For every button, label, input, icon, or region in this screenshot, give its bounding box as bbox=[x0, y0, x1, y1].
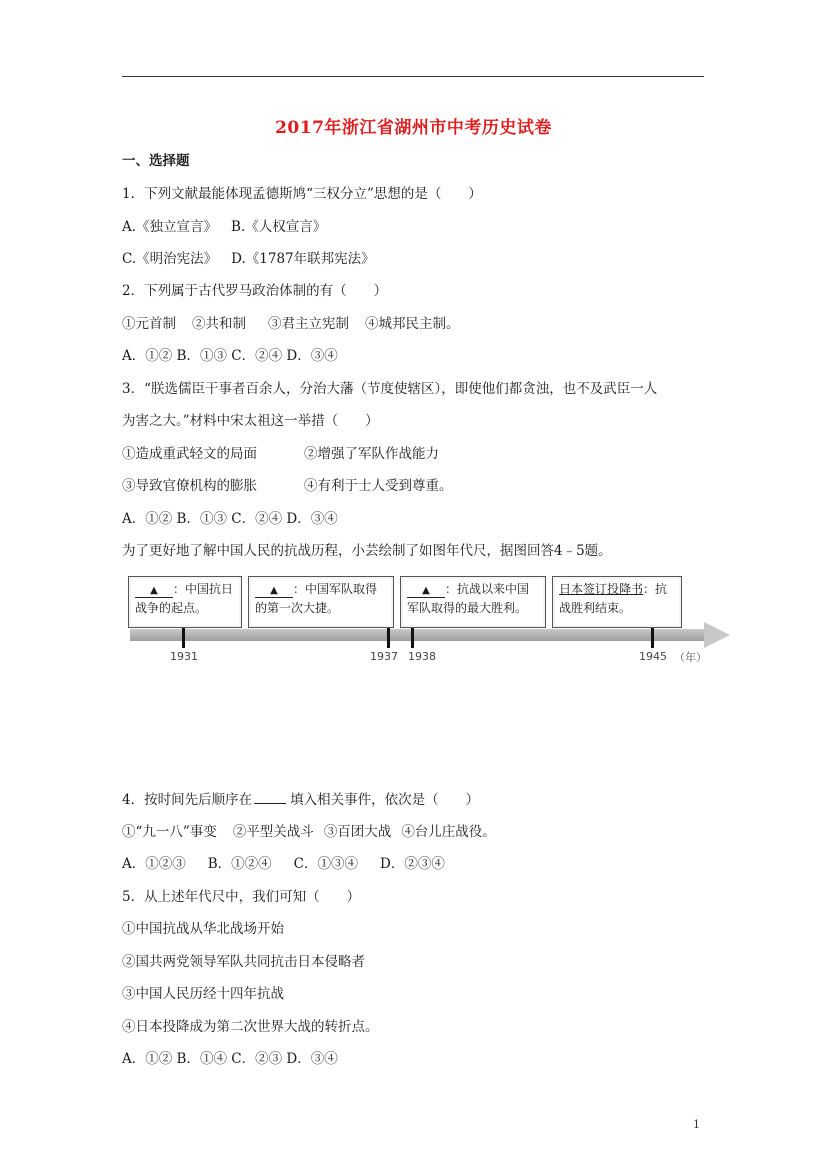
item-1: ①“九一八”事变 bbox=[122, 824, 217, 840]
option-d: D.《1787年联邦宪法》 bbox=[231, 251, 375, 267]
timeline-box-2-text: ：中国军队取得的第一次大捷。 bbox=[255, 582, 378, 615]
year-label: 1945 bbox=[639, 650, 667, 663]
item-1: ①造成重武轻文的局面 bbox=[122, 446, 257, 462]
item-4: ④城邦民主制。 bbox=[365, 316, 460, 332]
timeline-box-3-text: ：抗战以来中国军队取得的最大胜利。 bbox=[407, 582, 530, 615]
option-d: D．②③④ bbox=[380, 856, 445, 872]
blank-triangle: ▲ bbox=[407, 584, 445, 598]
year-label: 1938 bbox=[408, 650, 436, 663]
option-a: A．①②③ bbox=[122, 856, 186, 872]
question-4-items bbox=[122, 823, 496, 841]
page-title: 2017年浙江省湖州市中考历史试卷 bbox=[275, 118, 552, 138]
item-1: ①元首制 bbox=[122, 316, 176, 332]
tick-1937 bbox=[387, 628, 390, 648]
header-rule bbox=[122, 76, 704, 77]
option-b: B.《人权宣言》 bbox=[231, 219, 327, 235]
option-b: B．①②④ bbox=[207, 856, 272, 872]
item-3: ③导致官僚机构的膨胀 bbox=[122, 478, 257, 494]
question-3-stem-line-1: 3．“朕选儒臣干事者百余人，分治大藩（节度使辖区），即使他们都贪浊，也不及武臣一人 bbox=[122, 381, 658, 397]
item-2: ②平型关战斗 bbox=[232, 824, 314, 840]
timeline-box-4-underlined: 日本签订投降书 bbox=[559, 582, 644, 596]
timeline-bar bbox=[130, 629, 704, 641]
question-5-options: A．①② B．①④ C．②③ D．③④ bbox=[122, 1051, 338, 1067]
tick-1938 bbox=[411, 628, 414, 648]
item-4: ④台儿庄战役。 bbox=[401, 824, 496, 840]
item-2: ②增强了军队作战能力 bbox=[304, 446, 439, 462]
section-heading: 一、选择题 bbox=[122, 153, 190, 169]
tick-1931 bbox=[182, 628, 185, 648]
timeline-box-1-text: ：中国抗日战争的起点。 bbox=[135, 582, 234, 615]
timeline-box-4-text: ：抗战胜利结束。 bbox=[559, 582, 668, 615]
timeline-box-2 bbox=[248, 576, 394, 628]
year-label: 1937 bbox=[370, 650, 398, 663]
question-5-item-3: ③中国人民历经十四年抗战 bbox=[122, 986, 284, 1002]
timeline-box-1 bbox=[128, 576, 242, 628]
item-2: ②共和制 bbox=[192, 316, 246, 332]
option-c: C．①③④ bbox=[293, 856, 359, 872]
question-2-options: A．①② B．①③ C．②④ D．③④ bbox=[122, 348, 338, 364]
question-1-stem: 1．下列文献最能体现孟德斯鸠“三权分立”思想的是（ ） bbox=[122, 186, 482, 202]
question-3-items-row-1 bbox=[122, 445, 439, 463]
question-2-stem: 2．下列属于古代罗马政治体制的有（ ） bbox=[122, 283, 388, 299]
question-4-options bbox=[122, 855, 445, 873]
answer-blank bbox=[254, 790, 286, 804]
year-label: 1931 bbox=[170, 650, 198, 663]
page-number: 1 bbox=[693, 1118, 700, 1131]
question-3-options: A．①② B．①③ C．②④ D．③④ bbox=[122, 511, 338, 527]
question-3-items-row-2 bbox=[122, 477, 453, 495]
question-4-stem bbox=[122, 790, 479, 809]
question-5-item-4: ④日本投降成为第二次世界大战的转折点。 bbox=[122, 1019, 379, 1035]
question-4-stem-part-2: 填入相关事件，依次是（ ） bbox=[290, 792, 480, 808]
question-4-stem-part-1: 4．按时间先后顺序在 bbox=[122, 792, 253, 808]
item-3: ③百团大战 bbox=[323, 824, 392, 840]
timeline-figure bbox=[126, 574, 736, 670]
item-3: ③君主立宪制 bbox=[268, 316, 349, 332]
blank-triangle: ▲ bbox=[135, 584, 173, 598]
blank-triangle: ▲ bbox=[255, 584, 293, 598]
question-2-items bbox=[122, 315, 460, 333]
question-5-item-1: ①中国抗战从华北战场开始 bbox=[122, 921, 284, 937]
item-4: ④有利于士人受到尊重。 bbox=[304, 478, 453, 494]
option-c: C.《明治宪法》 bbox=[122, 251, 218, 267]
timeline-box-4 bbox=[552, 576, 682, 628]
question-1-options-cd bbox=[122, 250, 375, 268]
question-1-options-ab bbox=[122, 218, 326, 236]
tick-1945 bbox=[651, 628, 654, 648]
question-5-item-2: ②国共两党领导军队共同抗击日本侵略者 bbox=[122, 954, 365, 970]
timeline-arrow-icon bbox=[704, 622, 730, 648]
question-3-stem-line-2: 为害之大。”材料中宋太祖这一举措（ ） bbox=[122, 413, 379, 429]
timeline-box-3 bbox=[400, 576, 546, 628]
unit-label: （年） bbox=[674, 651, 707, 664]
option-a: A.《独立宣言》 bbox=[122, 219, 218, 235]
timeline-intro: 为了更好地了解中国人民的抗战历程，小芸绘制了如图年代尺，据图回答4﹣5题。 bbox=[122, 543, 612, 559]
question-5-stem: 5．从上述年代尺中，我们可知（ ） bbox=[122, 889, 361, 905]
